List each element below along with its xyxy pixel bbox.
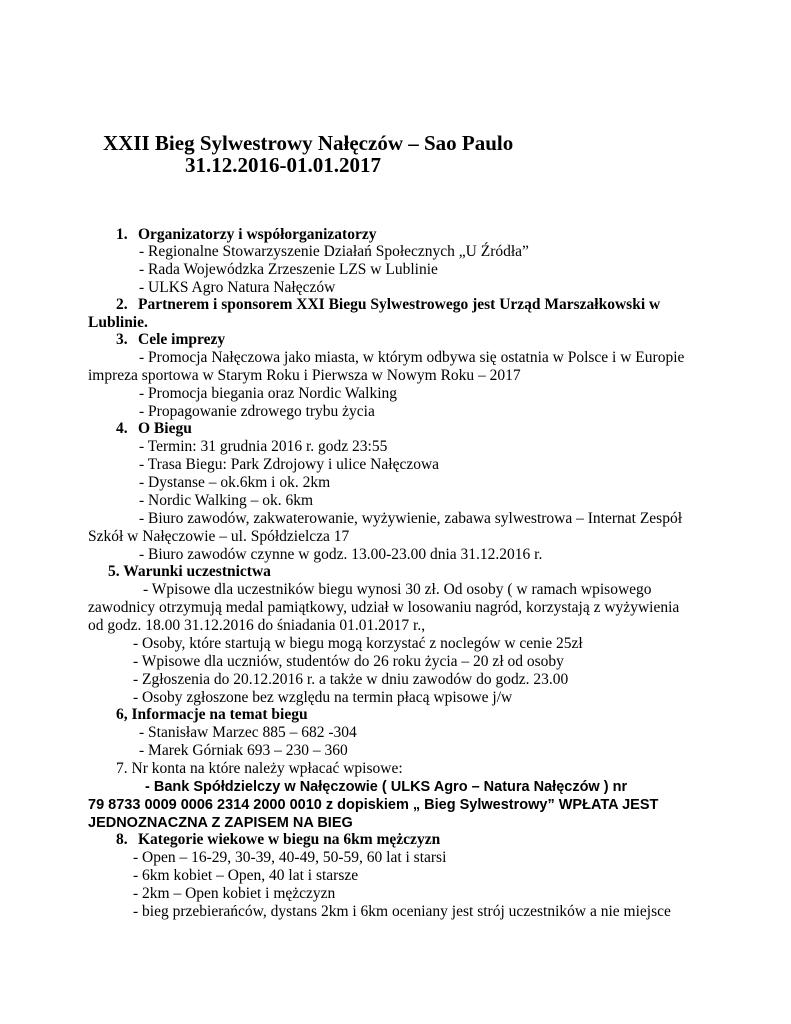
section-4-number: 4. <box>116 420 128 437</box>
section-1-number: 1. <box>116 226 128 243</box>
section-3-title: Cele imprezy <box>138 331 226 348</box>
paragraph-line: od godz. 18.00 31.12.2016 do śniadania 01.01.2017 r., <box>88 617 426 634</box>
paragraph-line: Szkół w Nałęczowie – ul. Spółdzielcza 17 <box>88 528 350 545</box>
paragraph-line: zawodnicy otrzymują medal pamiątkowy, udział w losowaniu nagród, korzystają z wyżywienia <box>88 599 680 616</box>
payment-note: JEDNOZNACZNA Z ZAPISEM NA BIEG <box>88 815 353 831</box>
paragraph-line: - Promocja Nałęczowa jako miasta, w którym odbywa się ostatnia w Polsce i w Europie <box>139 349 685 366</box>
section-8-number: 8. <box>116 831 128 848</box>
paragraph-line: - Wpisowe dla uczestników biegu wynosi 30 zł. Od osoby ( w ramach wpisowego <box>143 581 652 598</box>
category-item: - 6km kobiet – Open, 40 lat i starsze <box>133 867 359 884</box>
list-item: - Osoby, które startują w biegu mogą korzystać z noclegów w cenie 25zł <box>133 635 583 652</box>
section-6-heading: 6, Informacje na temat biegu <box>116 706 308 723</box>
list-item: - Promocja biegania oraz Nordic Walking <box>139 385 398 402</box>
section-4-title: O Biegu <box>138 420 192 437</box>
list-item: - Termin: 31 grudnia 2016 r. godz 23:55 <box>139 438 388 455</box>
bank-account: 79 8733 0009 0006 2314 2000 0010 z dopiskiem „ Bieg Sylwestrowy” WPŁATA JEST <box>88 797 659 813</box>
paragraph-line: - Biuro zawodów, zakwaterowanie, wyżywienie, zabawa sylwestrowa – Internat Zespół <box>139 510 683 527</box>
section-2-line1: Partnerem i sponsorem XXI Biegu Sylwestrowego jest Urząd Marszałkowski w <box>138 296 661 313</box>
list-item: - Biuro zawodów czynne w godz. 13.00-23.00 dnia 31.12.2016 r. <box>139 546 543 563</box>
section-3-number: 3. <box>116 331 128 348</box>
category-item: - Open – 16-29, 30-39, 40-49, 50-59, 60 lat i starsi <box>133 849 447 866</box>
contact-item: - Stanisław Marzec 885 – 682 -304 <box>139 724 357 741</box>
paragraph-line: impreza sportowa w Starym Roku i Pierwsza w Nowym Roku – 2017 <box>88 367 521 384</box>
document-title: XXII Bieg Sylwestrowy Nałęczów – Sao Paulo <box>103 131 514 155</box>
category-item: - 2km – Open kobiet i mężczyzn <box>133 885 336 902</box>
bank-name: - Bank Spółdzielczy w Nałęczowie ( ULKS Agro – Natura Nałęczów ) nr <box>145 779 628 795</box>
section-2-text <box>116 296 660 314</box>
section-8-heading <box>116 831 440 849</box>
section-1-title: Organizatorzy i współorganizatorzy <box>138 226 377 243</box>
category-item: - bieg przebierańców, dystans 2km i 6km oceniany jest strój uczestników a nie miejsce <box>133 903 671 920</box>
event-dates: 31.12.2016-01.01.2017 <box>185 153 381 177</box>
list-item: - Nordic Walking – ok. 6km <box>139 492 314 509</box>
list-item: - Regionalne Stowarzyszenie Działań Społecznych „U Źródła” <box>139 243 529 260</box>
section-8-title: Kategorie wiekowe w biegu na 6km mężczyzn <box>138 831 441 848</box>
list-item: - Wpisowe dla uczniów, studentów do 26 roku życia – 20 zł od osoby <box>133 653 564 670</box>
list-item: - Osoby zgłoszone bez względu na termin płacą wpisowe j/w <box>133 689 513 706</box>
section-2-line2: Lublinie. <box>88 314 148 331</box>
list-item: - Zgłoszenia do 20.12.2016 r. a także w dniu zawodów do godz. 23.00 <box>133 671 569 688</box>
contact-item: - Marek Górniak 693 – 230 – 360 <box>139 742 348 759</box>
section-4-heading <box>116 420 192 438</box>
list-item: - Dystanse – ok.6km i ok. 2km <box>139 474 331 491</box>
section-5-heading: 5. Warunki uczestnictwa <box>108 563 271 580</box>
list-item: - Propagowanie zdrowego trybu życia <box>139 403 375 420</box>
list-item: - Rada Wojewódzka Zrzeszenie LZS w Lublinie <box>139 261 438 278</box>
section-7-heading: 7. Nr konta na które należy wpłacać wpisowe: <box>116 760 403 777</box>
section-3-heading <box>116 331 225 349</box>
section-2-number: 2. <box>116 296 128 313</box>
list-item: - Trasa Biegu: Park Zdrojowy i ulice Nałęczowa <box>139 456 440 473</box>
section-1-heading <box>116 226 376 244</box>
list-item: - ULKS Agro Natura Nałęczów <box>139 279 336 296</box>
